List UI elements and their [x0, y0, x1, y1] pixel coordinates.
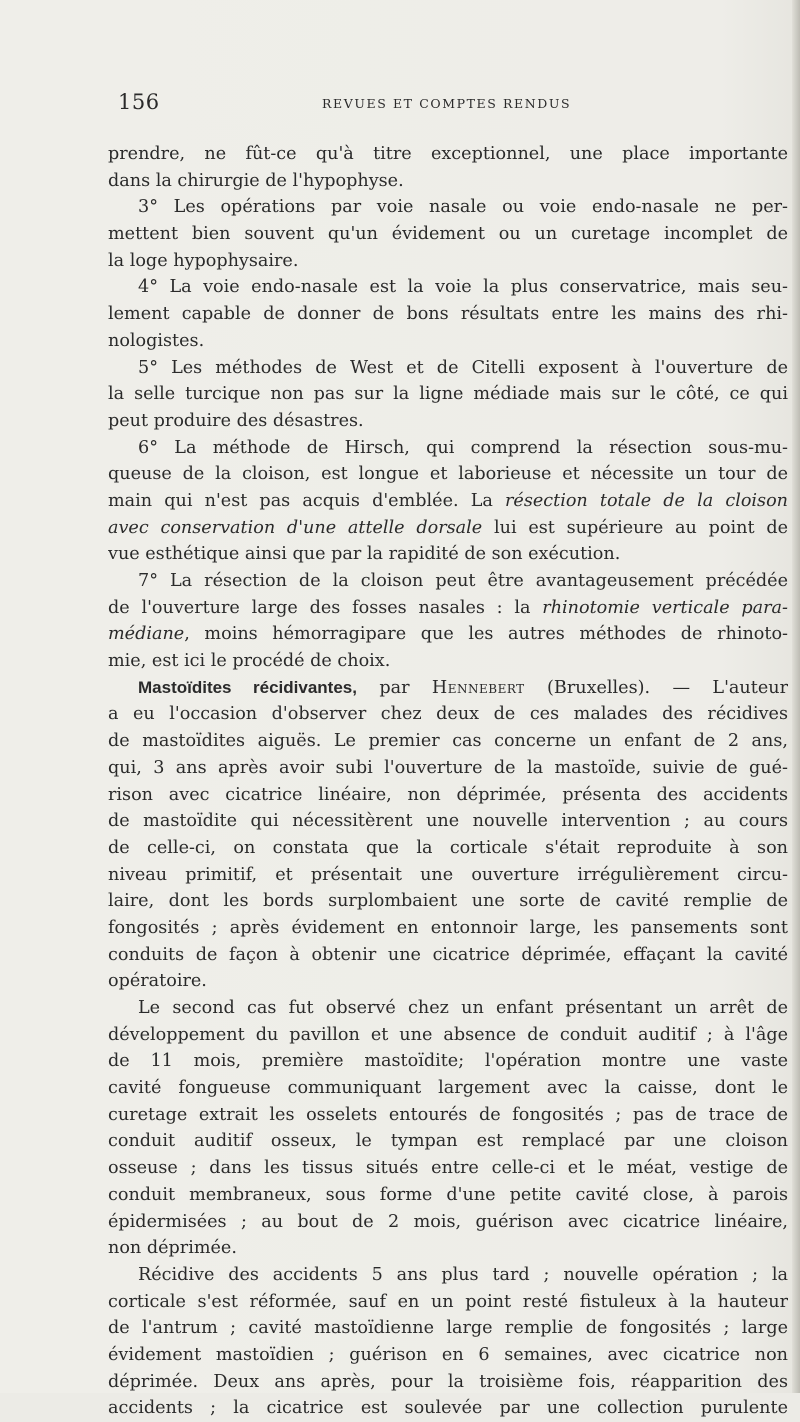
text-run-text: mie, est ici le procédé de choix.: [108, 651, 391, 672]
text-line: [108, 381, 788, 408]
text-run-text: niveau primitif, et présentait une ouverture irrégulièrement circu-: [108, 864, 788, 885]
text-run-text: déprimée. Deux ans après, pour la troisième fois, réapparition des: [108, 1371, 788, 1392]
text-line: [108, 1342, 788, 1369]
text-run-text: 3° Les opérations par voie nasale ou voie endo-nasale ne per-: [138, 197, 788, 218]
text-run-text: mettent bien souvent qu'un évidement ou un curetage incomplet de: [108, 224, 788, 245]
text-line: [108, 1048, 788, 1075]
text-run-text: fongosités ; après évidement en entonnoir large, les pansements sont: [108, 917, 788, 938]
text-run-text: vue esthétique ainsi que par la rapidité de son exécution.: [108, 544, 621, 565]
text-run-text: non déprimée.: [108, 1238, 237, 1259]
text-run-text: corticale s'est réformée, sauf en un point resté fistuleux à la hauteur: [108, 1291, 788, 1312]
text-line: [108, 1182, 788, 1209]
text-line: [108, 1075, 788, 1102]
text-line: [108, 274, 788, 301]
text-line: [108, 435, 788, 462]
text-line: [108, 1262, 788, 1289]
text-run-text: laire, dont les bords surplombaient une sorte de cavité remplie de: [108, 891, 788, 912]
text-line: [108, 141, 788, 168]
text-run-text: conduit auditif osseux, le tympan est remplacé par une cloison: [108, 1131, 788, 1152]
text-line: [108, 461, 788, 488]
text-line: [108, 1128, 788, 1155]
text-run-text: conduits de façon à obtenir une cicatrice déprimée, effaçant la cavité: [108, 944, 788, 965]
text-run-text: conduit membraneux, sous forme d'une petite cavité close, à parois: [108, 1184, 788, 1205]
text-line: [108, 1395, 788, 1422]
text-run-text: qui, 3 ans après avoir subi l'ouverture de la mastoïde, suivie de gué-: [108, 757, 788, 778]
text-run-text: prendre, ne fût-ce qu'à titre exceptionnel, une place importante: [108, 144, 788, 164]
text-run-text: opératoire.: [108, 971, 207, 992]
text-line: [108, 301, 788, 328]
text-run-text: épidermisées ; au bout de 2 mois, guérison avec cicatrice linéaire,: [108, 1211, 788, 1232]
text-line: [108, 355, 788, 382]
text-line: [108, 995, 788, 1022]
text-line: [108, 621, 788, 648]
text-line: [108, 1289, 788, 1316]
text-run-text: a eu l'occasion d'observer chez deux de ces malades des récidives: [108, 704, 788, 725]
text-run-italic: rhinotomie verticale para-: [542, 597, 788, 618]
text-run-text: , moins hémorragipare que les autres méthodes de rhinoto-: [184, 624, 788, 645]
text-run-text: accidents ; la cicatrice est soulevée par une collection purulente: [108, 1398, 788, 1419]
page-header: [118, 90, 788, 120]
text-run-text: peut produire des désastres.: [108, 410, 364, 431]
text-run-text: osseuse ; dans les tissus situés entre celle-ci et le méat, vestige de: [108, 1158, 788, 1179]
text-run-text: de mastoïdite qui nécessitèrent une nouvelle intervention ; au cours: [108, 811, 788, 832]
text-run-text: curetage extrait les osselets entourés de fongosités ; pas de trace de: [108, 1104, 788, 1125]
text-line: [108, 888, 788, 915]
text-run-text: 7° La résection de la cloison peut être avantageusement précédée: [138, 571, 788, 591]
text-run-text: évidement mastoïdien ; guérison en 6 semaines, avec cicatrice non: [108, 1344, 788, 1365]
text-line: [108, 1235, 788, 1262]
text-run-text: Récidive des accidents 5 ans plus tard ; nouvelle opération ; la: [138, 1264, 788, 1285]
text-line: [108, 1209, 788, 1236]
text-line: [108, 595, 788, 622]
text-run-text: par: [356, 677, 432, 698]
text-line: [108, 968, 788, 995]
text-line: [108, 701, 788, 728]
text-line: [108, 194, 788, 221]
text-run-text: de l'antrum ; cavité mastoïdienne large remplie de fongosités ; large: [108, 1318, 788, 1339]
text-line: [108, 328, 788, 355]
running-head: REVUES ET COMPTES RENDUS: [322, 96, 572, 111]
text-line: [108, 942, 788, 969]
text-line: [108, 835, 788, 862]
text-run-text: lui est supérieure au point de: [482, 517, 788, 538]
text-run-text: la loge hypophysaire.: [108, 250, 299, 271]
text-line: [108, 755, 788, 782]
text-line: [108, 168, 788, 195]
text-line: [108, 675, 788, 702]
text-run-bold: Mastoïdites récidivantes,: [138, 677, 357, 697]
text-run-text: Le second cas fut observé chez un enfant présentant un arrêt de: [138, 998, 788, 1018]
text-line: [108, 782, 788, 809]
text-line: [108, 541, 788, 568]
text-run-text: main qui n'est pas acquis d'emblée. La: [108, 490, 506, 511]
text-run-text: 6° La méthode de Hirsch, qui comprend la résection sous-mu-: [138, 437, 788, 458]
text-run-text: développement du pavillon et une absence de conduit auditif ; à l'âge: [108, 1024, 788, 1045]
text-run-italic-lead: médiane: [108, 624, 185, 645]
page-number: 156: [118, 90, 160, 114]
text-line: [108, 488, 788, 515]
body-text: [108, 141, 788, 1422]
text-line: [108, 915, 788, 942]
text-run-text: nologistes.: [108, 330, 205, 351]
text-run-text-after: (Bruxelles). — L'auteur: [524, 677, 788, 698]
text-run-smallcaps: Hennebert: [431, 677, 525, 698]
text-line: [108, 408, 788, 435]
text-run-text: de l'ouverture large des fosses nasales : la: [108, 597, 543, 618]
text-line: [108, 1369, 788, 1396]
page-edge-shadow: [792, 0, 800, 1393]
text-run-italic: résection totale de la cloison: [505, 490, 788, 511]
text-line: [108, 1315, 788, 1342]
text-run-text: 5° Les méthodes de West et de Citelli exposent à l'ouverture de: [138, 357, 788, 378]
text-run-text: queuse de la cloison, est longue et laborieuse et nécessite un tour de: [108, 464, 788, 485]
text-run-text: 4° La voie endo-nasale est la voie la plus conservatrice, mais seu-: [138, 277, 788, 298]
text-line: [108, 728, 788, 755]
text-line: [108, 248, 788, 275]
text-line: [108, 1155, 788, 1182]
text-line: [108, 1102, 788, 1129]
text-line: [108, 1022, 788, 1049]
text-line: [108, 862, 788, 889]
text-run-text: de 11 mois, première mastoïdite; l'opération montre une vaste: [108, 1051, 788, 1072]
text-run-text: rison avec cicatrice linéaire, non déprimée, présenta des accidents: [108, 784, 788, 805]
text-run-text: de celle-ci, on constata que la corticale s'était reproduite à son: [108, 837, 788, 858]
text-line: [108, 808, 788, 835]
text-line: [108, 221, 788, 248]
text-run-text: lement capable de donner de bons résultats entre les mains des rhi-: [108, 304, 788, 325]
text-run-text: de mastoïdites aiguës. Le premier cas concerne un enfant de 2 ans,: [108, 731, 788, 752]
text-run-text: la selle turcique non pas sur la ligne médiade mais sur le côté, ce qui: [108, 384, 788, 405]
text-line: [108, 515, 788, 542]
text-line: [108, 568, 788, 595]
text-line: [108, 648, 788, 675]
text-run-italic-lead: avec conservation d'une attelle dorsale: [108, 517, 483, 538]
text-run-text: dans la chirurgie de l'hypophyse.: [108, 170, 404, 191]
text-run-text: cavité fongueuse communiquant largement avec la caisse, dont le: [108, 1078, 788, 1099]
